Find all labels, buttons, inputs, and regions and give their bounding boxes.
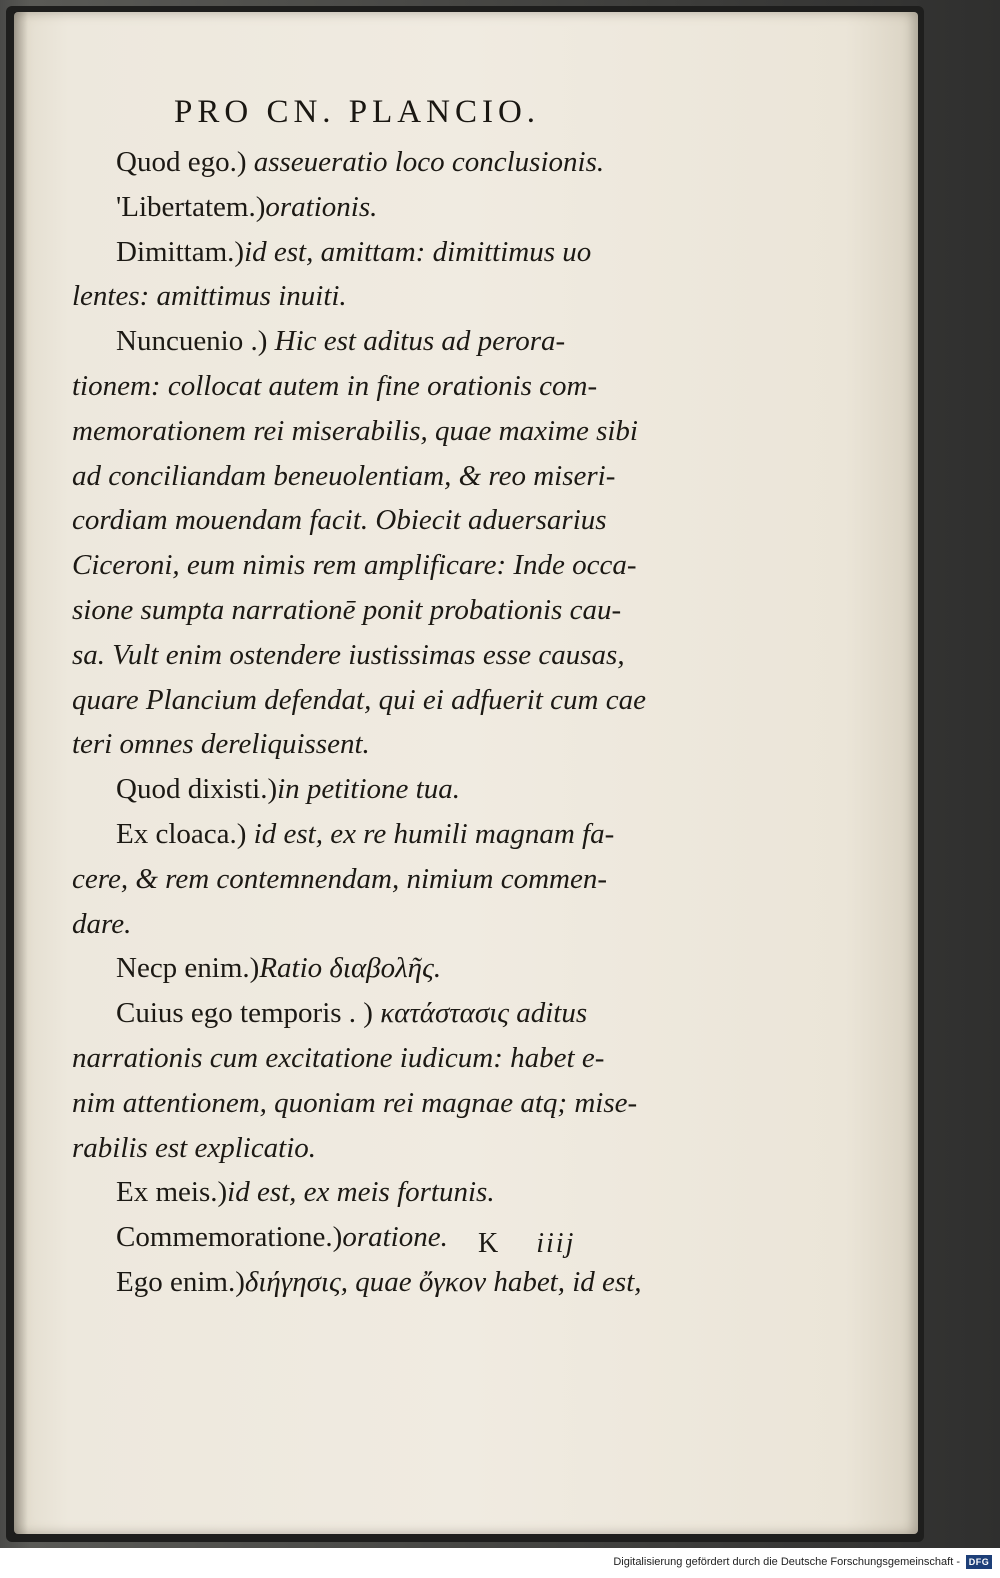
- text-line: [72, 1170, 682, 1215]
- lemma: Dimittam.): [116, 235, 245, 268]
- gloss: in petitione tua.: [277, 773, 460, 806]
- gloss: ad conciliandam beneuolentiam, & reo miseri-: [72, 459, 616, 492]
- gloss: nim attentionem, quoniam rei magnae atq; mise-: [72, 1086, 638, 1119]
- gloss: Hic est aditus ad perora-: [267, 325, 566, 358]
- text-line: [72, 767, 682, 812]
- lemma: Cuius ego temporis . ): [116, 997, 373, 1030]
- leaf-number: iiij: [536, 1228, 576, 1259]
- digitization-footer: [0, 1548, 1000, 1578]
- page-gutter-shadow: [14, 12, 28, 1534]
- gloss: id est, amittam: dimittimus uo: [244, 235, 592, 268]
- gloss: διήγησις, quae ὄγκον habet, id est,: [244, 1265, 642, 1298]
- running-head: PRO CN. PLANCIO.: [174, 94, 541, 130]
- text-line: [72, 543, 682, 588]
- gloss: teri omnes dereliquissent.: [72, 728, 370, 761]
- lemma: Quod ego.): [116, 146, 247, 178]
- dfg-logo: DFG: [966, 1555, 992, 1569]
- lemma: Ex cloaca.): [116, 817, 247, 850]
- signature-letter: K: [478, 1228, 501, 1259]
- footer-credit: Digitalisierung gefördert durch die Deutsche Forschungsgemeinschaft -: [613, 1556, 960, 1568]
- gloss: rabilis est explicatio.: [72, 1131, 317, 1164]
- gloss: Ciceroni, eum nimis rem amplificare: Inde occa-: [72, 549, 637, 582]
- gloss: id est, ex re humili magnam fa-: [246, 817, 615, 850]
- gloss: sione sumpta narrationē ponit probationis cau-: [72, 593, 622, 626]
- text-line: [72, 185, 682, 230]
- signature-mark: [478, 1228, 575, 1260]
- text-line: [72, 140, 682, 185]
- gloss: narrationis cum excitatione iudicum: habet e-: [72, 1041, 605, 1074]
- gloss: κατάστασις aditus: [372, 997, 588, 1030]
- lemma: Necp enim.): [116, 952, 260, 985]
- gloss: memorationem rei miserabilis, quae maxime sibi: [72, 414, 638, 447]
- gloss: asseueratio loco conclusionis.: [246, 146, 605, 178]
- lemma: Quod dixisti.): [116, 773, 278, 806]
- gloss: Ratio διαβολῆς.: [259, 952, 442, 985]
- text-line: [72, 409, 682, 454]
- gloss: cere, & rem contemnendam, nimium commen-: [72, 862, 607, 895]
- text-line: [72, 1126, 682, 1171]
- text-line: [72, 588, 682, 633]
- text-line: [72, 812, 682, 857]
- lemma: 'Libertatem.): [116, 190, 266, 223]
- gloss: oratione.: [342, 1221, 448, 1254]
- text-line: [72, 498, 682, 543]
- gloss: lentes: amittimus inuiti.: [72, 280, 347, 313]
- lemma: Ex meis.): [116, 1176, 228, 1209]
- text-line: [72, 678, 682, 723]
- commentary-text: [72, 140, 682, 1305]
- text-line: [72, 722, 682, 767]
- text-line: [72, 274, 682, 319]
- text-line: [72, 1036, 682, 1081]
- text-line: [72, 1260, 682, 1305]
- gloss: sa. Vult enim ostendere iustissimas esse causas,: [72, 638, 625, 671]
- lemma: Ego enim.): [116, 1265, 245, 1298]
- lemma: Commemoratione.): [116, 1221, 343, 1254]
- text-line: [72, 946, 682, 991]
- lemma: Nuncuenio .): [116, 325, 268, 358]
- gloss: quare Plancium defendat, qui ei adfuerit cum cae: [72, 683, 646, 716]
- text-line: [72, 364, 682, 409]
- text-line: [72, 902, 682, 947]
- gloss: id est, ex meis fortunis.: [227, 1176, 495, 1209]
- gloss: tionem: collocat autem in fine orationis com-: [72, 369, 598, 402]
- text-line: [72, 319, 682, 364]
- gloss: orationis.: [265, 190, 378, 223]
- gloss: dare.: [72, 907, 132, 940]
- text-line: [72, 991, 682, 1036]
- text-line: [72, 1215, 682, 1260]
- text-line: [72, 633, 682, 678]
- text-line: [72, 454, 682, 499]
- text-line: [72, 857, 682, 902]
- gloss: cordiam mouendam facit. Obiecit aduersarius: [72, 504, 607, 537]
- text-line: [72, 230, 682, 275]
- text-line: [72, 1081, 682, 1126]
